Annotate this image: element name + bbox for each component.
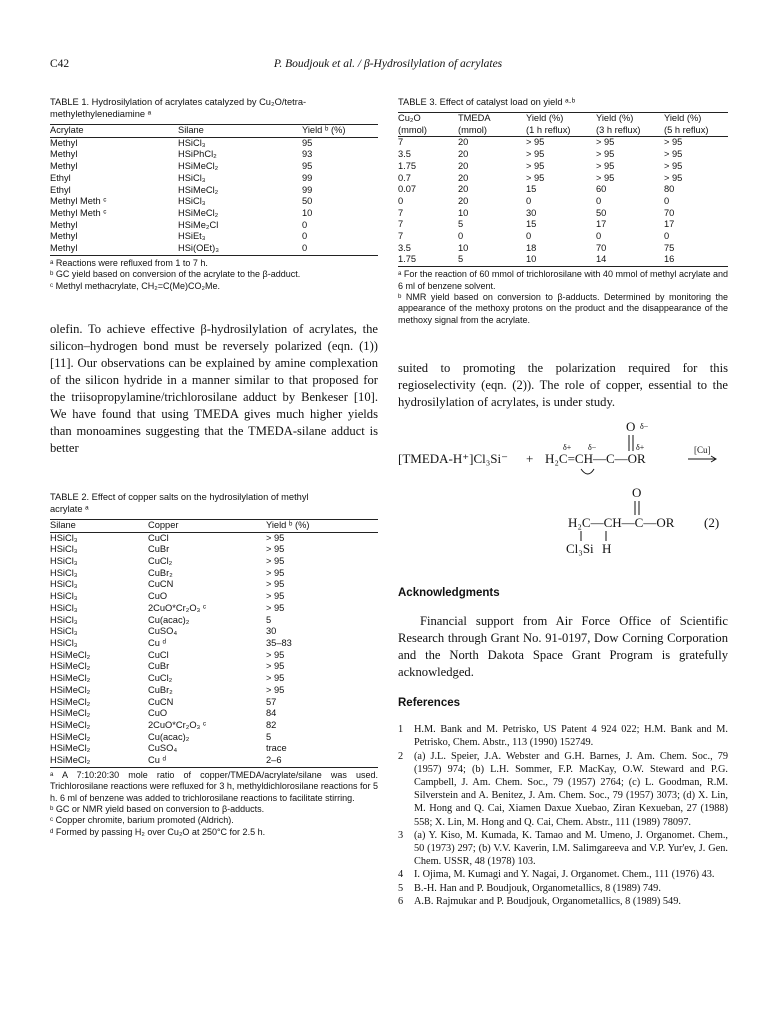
table2-cell: 82	[266, 719, 277, 730]
table3-cell: 15	[526, 184, 537, 195]
table3-cell: 75	[664, 242, 675, 253]
table3-cell: 20	[458, 160, 469, 171]
table1-row	[50, 220, 378, 232]
table2-cell: HSiCl₃	[50, 579, 78, 590]
table2-cell: HSiCl₃	[50, 614, 78, 625]
reference-text: (a) Y. Kiso, M. Kumada, K. Tamao and M. Umeno, J. Organomet. Chem., 50 (1973) 297; (b) V.V. Kaverin, I.M. Salimgareeva and V.P. Yur'ev, J. Gen. Chem. USSR, 48 (1978) 103.	[414, 829, 728, 868]
table2-cell: > 95	[266, 556, 285, 567]
table3-header-line: Cu₂O	[398, 113, 421, 123]
table3-row	[398, 137, 728, 149]
table3-cell: > 95	[526, 149, 545, 160]
table1-cell: HSiEt₃	[178, 231, 206, 242]
table2-row	[50, 603, 378, 615]
table3-cell: 17	[664, 219, 675, 230]
reference-item	[398, 829, 728, 869]
table2-cell: CuO	[148, 708, 168, 719]
table3-row	[398, 208, 728, 220]
table3-cell: 50	[596, 207, 607, 218]
reference-item	[398, 868, 728, 881]
table2-cell: HSiCl₃	[50, 532, 78, 543]
table2-header-cell: Copper	[148, 519, 266, 532]
acknowledgments-heading: Acknowledgments	[398, 587, 500, 600]
table1-cell: 0	[302, 231, 308, 242]
reference-item	[398, 750, 728, 829]
eq-acrylate: H₂C=CH—C—OR	[545, 451, 646, 467]
table1-cell: 99	[302, 172, 313, 183]
table3-cell: > 95	[526, 172, 545, 183]
reference-item	[398, 882, 728, 895]
table2-row	[50, 743, 378, 755]
table3-cell: > 95	[596, 137, 615, 148]
eq-o-top: O	[626, 419, 636, 435]
right-column	[398, 96, 728, 908]
eq-product-si: Cl₃Si	[566, 541, 594, 557]
table2-cell: HSiCl₃	[50, 556, 78, 567]
table3-cell: 10	[458, 242, 469, 253]
table1-cell: 93	[302, 149, 313, 160]
table3-cell: 5	[458, 254, 464, 265]
table3-cell: > 95	[664, 172, 683, 183]
table1-footnote: ᶜ Methyl methacrylate, CH₂=C(Me)CO₂Me.	[50, 280, 220, 291]
table3-row	[398, 173, 728, 185]
table3-cell: 0	[596, 231, 602, 242]
table2-cell: 2–6	[266, 755, 282, 766]
reference-number: 5	[398, 882, 404, 894]
table3-footnotes	[398, 269, 728, 326]
table2-cell: 30	[266, 626, 277, 637]
table1-row	[50, 243, 378, 255]
table1-cell: Methyl Meth ᶜ	[50, 207, 107, 218]
table3-cell: > 95	[526, 160, 545, 171]
table3-cell: > 95	[596, 149, 615, 160]
table3-row	[398, 231, 728, 243]
table1-cell: Methyl	[50, 149, 78, 160]
table3-cell: 30	[526, 207, 537, 218]
table3-row	[398, 219, 728, 231]
table1-cell: 50	[302, 196, 313, 207]
table1-cell: HSiMeCl₂	[178, 207, 219, 218]
table3-header-cell	[398, 113, 458, 137]
table3-footnote: ᵇ NMR yield based on conversion to β-adducts. Determined by monitoring the appearance of the methoxy protons on the product and the disappearance of the methoxy signal from the acrylate.	[398, 291, 728, 325]
reference-number: 1	[398, 724, 404, 736]
table3-cell: 20	[458, 149, 469, 160]
reference-number: 2	[398, 750, 404, 762]
table3-cell: 10	[526, 254, 537, 265]
page-number: C42	[50, 58, 70, 70]
table1-cell: Methyl	[50, 219, 78, 230]
table3-cell: 0.7	[398, 172, 411, 183]
table3-row	[398, 161, 728, 173]
table1-caption	[50, 96, 378, 120]
table2-cell: Cu(acac)₂	[148, 614, 190, 625]
eq-curved-arrow	[581, 469, 594, 474]
eq-delta-minus-top: δ−	[640, 422, 649, 432]
table2-cell: CuBr₂	[148, 684, 173, 695]
table2-cell: HSiMeCl₂	[50, 743, 91, 754]
table3-cell: 0	[596, 195, 602, 206]
table2-row	[50, 697, 378, 709]
table1-cell: HSiCl₃	[178, 196, 206, 207]
table3-cell: > 95	[664, 137, 683, 148]
table1-header-cell: Acrylate	[50, 125, 178, 138]
table3-cell: 0	[664, 195, 670, 206]
table3-cell: 20	[458, 195, 469, 206]
table2-cell: CuBr	[148, 544, 170, 555]
table1-cell: 95	[302, 161, 313, 172]
table2-cell: CuBr₂	[148, 567, 173, 578]
table2-footnote: ᵃ A 7:10:20:30 mole ratio of copper/TMEDA/acrylate/silane was used. Trichlorosilane reactions were refluxed for 3 h, methyldichlorosilane reactions for 5 h. 6 ml of benzene was added to trichlorosilane reactions to facilitate stirring.	[50, 769, 378, 803]
table3-cell: 16	[664, 254, 675, 265]
table2-cell: HSiCl₃	[50, 567, 78, 578]
table1-cell: 0	[302, 243, 308, 254]
table1-cell: 10	[302, 207, 313, 218]
table2-row	[50, 626, 378, 638]
table2-row	[50, 708, 378, 720]
table2-caption	[50, 491, 378, 515]
table3-cell: 20	[458, 172, 469, 183]
table2-row	[50, 615, 378, 627]
table2-row	[50, 755, 378, 767]
table3-cell: 60	[596, 184, 607, 195]
table3-header-cell	[526, 113, 596, 137]
table2-cell: CuO	[148, 591, 168, 602]
table1-row	[50, 231, 378, 243]
table3-cell: 70	[664, 207, 675, 218]
eq-delta-plus-2: δ+	[636, 443, 645, 453]
table2-row	[50, 720, 378, 732]
reference-item	[398, 723, 728, 749]
table1-row	[50, 196, 378, 208]
table1-cell: 0	[302, 219, 308, 230]
table2-caption-line2: acrylate ᵃ	[50, 503, 89, 514]
table2-cell: HSiMeCl₂	[50, 673, 91, 684]
table2-cell: HSiCl₃	[50, 626, 78, 637]
table2-row	[50, 556, 378, 568]
table3-header-line: Yield (%)	[596, 113, 634, 123]
table2-cell: Cu ᵈ	[148, 637, 166, 648]
reference-text: (a) J.L. Speier, J.A. Webster and G.H. Barnes, J. Am. Chem. Soc., 79 (1957) 974; (b) L.H. Sommer, F.P. MacKay, O.W. Steward and P.G. Campbell, J. Am. Chem. Soc., 79 (1957) 2764; (c) L. Goodman, R.M. Silverstein and A. Benitez, J. Am. Chem. Soc., 79 (1957) 3073; (d) X. Lin, M. Hong and Q. Cai, Xiamen Daxue Xuebao, Ziran Kexueban, 27 (1988) 558; X. Lin, M. Hong and Q. Cai, Chem. Abstr., 111 (1989) 78097.	[414, 750, 728, 828]
table3-header-line: Yield (%)	[526, 113, 564, 123]
table3-cell: 0	[526, 195, 532, 206]
table3-footnote: ᵃ For the reaction of 60 mmol of trichlorosilane with 40 mmol of methyl acrylate and 6 ml of benzene solvent.	[398, 269, 728, 291]
table2	[50, 491, 378, 838]
table2-cell: > 95	[266, 684, 285, 695]
table2-row	[50, 568, 378, 580]
table2-cell: > 95	[266, 649, 285, 660]
table3-cell: 18	[526, 242, 537, 253]
table3-cell: > 95	[664, 149, 683, 160]
table3-cell: 0	[526, 231, 532, 242]
table3-row	[398, 243, 728, 255]
table3-cell: 10	[458, 207, 469, 218]
table1-row	[50, 208, 378, 220]
table3-header-line: Yield (%)	[664, 113, 702, 123]
table3-cell: 0	[398, 195, 404, 206]
table1-cell: HSi(OEt)₃	[178, 243, 219, 254]
table2-cell: trace	[266, 743, 287, 754]
table2-row	[50, 685, 378, 697]
table3-cell: 1.75	[398, 254, 417, 265]
table1-row	[50, 149, 378, 161]
table2-row	[50, 673, 378, 685]
equation-svg	[398, 419, 728, 557]
table1-cell: Methyl	[50, 243, 78, 254]
table2-cell: 5	[266, 731, 272, 742]
table2-row	[50, 579, 378, 591]
table2-cell: > 95	[266, 661, 285, 672]
body-text-right: suited to promoting the polarization required for this regioselectivity (eqn. (2)). The role of copper, essential to the hydrosilylation of acrylates, is under study.	[398, 361, 728, 410]
table2-cell: 5	[266, 614, 272, 625]
eq-catalyst: [Cu]	[694, 445, 711, 456]
table1-caption-line1: TABLE 1. Hydrosilylation of acrylates catalyzed by Cu₂O/tetra-	[50, 97, 307, 107]
eq-product: H₂C—CH—C—OR	[568, 515, 675, 531]
table1-cell: HSiCl₃	[178, 172, 206, 183]
references-heading: References	[398, 697, 461, 710]
table3-row	[398, 149, 728, 161]
reference-text: A.B. Rajmukar and P. Boudjouk, Organometallics, 8 (1989) 549.	[414, 895, 681, 907]
table2-cell: HSiMeCl₂	[50, 755, 91, 766]
table2-header-cell: Silane	[50, 519, 148, 532]
table1-cell: HSiPhCl₂	[178, 149, 217, 160]
table3-cell: > 95	[526, 137, 545, 148]
table2-cell: 57	[266, 696, 277, 707]
table3-cell: 15	[526, 219, 537, 230]
table2-footnote: ᵇ GC or NMR yield based on conversion to β-adducts.	[50, 803, 265, 814]
table1-cell: HSiMeCl₂	[178, 161, 219, 172]
table3-cell: 0	[664, 231, 670, 242]
table2-cell: > 95	[266, 544, 285, 555]
table3-grid	[398, 112, 728, 267]
table2-cell: HSiCl₃	[50, 591, 78, 602]
table3-cell: 80	[664, 184, 675, 195]
table2-cell: HSiMeCl₂	[50, 731, 91, 742]
table3-cell: 7	[398, 219, 404, 230]
table2-cell: CuCN	[148, 579, 174, 590]
reference-item	[398, 895, 728, 908]
table2-caption-line1: TABLE 2. Effect of copper salts on the hydrosilylation of methyl	[50, 491, 309, 502]
table2-cell: > 95	[266, 579, 285, 590]
table3-cell: 70	[596, 242, 607, 253]
running-title: P. Boudjouk et al. / β-Hydrosilylation of acrylates	[273, 58, 503, 70]
table2-cell: > 95	[266, 567, 285, 578]
table2-footnotes	[50, 770, 378, 838]
table1-cell: Methyl	[50, 137, 78, 148]
table1-cell: Methyl Meth ᶜ	[50, 196, 107, 207]
table2-footnote: ᵈ Formed by passing H₂ over Cu₂O at 250°C for 2.5 h.	[50, 826, 266, 837]
table1-cell: HSiMe₂Cl	[178, 219, 219, 230]
table1-caption-line2: methylethylenediamine ᵃ	[50, 109, 152, 119]
table3-header-line: (mmol)	[458, 124, 487, 135]
table2-cell: HSiCl₃	[50, 637, 78, 648]
table1-cell: Methyl	[50, 231, 78, 242]
table2-cell: HSiMeCl₂	[50, 696, 91, 707]
table1-cell: HSiMeCl₂	[178, 184, 219, 195]
table2-cell: CuCl₂	[148, 673, 173, 684]
table3-header-line: (1 h reflux)	[526, 124, 571, 135]
table1-row	[50, 185, 378, 197]
table2-row	[50, 661, 378, 673]
table1-header-cell: Yield ᵇ (%)	[302, 125, 378, 138]
table3-cell: > 95	[596, 160, 615, 171]
table3-cell: 5	[458, 219, 464, 230]
table2-cell: Cu ᵈ	[148, 755, 166, 766]
table3-cell: 20	[458, 137, 469, 148]
table2-cell: CuCl	[148, 532, 169, 543]
table1-header-cell: Silane	[178, 125, 302, 138]
table1	[50, 96, 378, 292]
table3-row	[398, 184, 728, 196]
table3-cell: 20	[458, 184, 469, 195]
table2-cell: 35–83	[266, 637, 292, 648]
table2-cell: CuCl	[148, 649, 169, 660]
eq-delta-minus-1: δ−	[588, 443, 597, 453]
reference-text: H.M. Bank and M. Petrisko, US Patent 4 924 022; H.M. Bank and M. Petrisko, Chem. Abstr., 113 (1990) 152749.	[414, 724, 728, 749]
eq-product-h: H	[602, 541, 612, 557]
table2-cell: HSiCl₃	[50, 602, 78, 613]
table2-cell: HSiCl₃	[50, 544, 78, 555]
table1-footnote: ᵇ GC yield based on conversion of the acrylate to the β-adduct.	[50, 269, 301, 280]
table3-header-line: (3 h reflux)	[596, 124, 641, 135]
table3-header-line: TMEDA	[458, 113, 491, 123]
table3-header-cell	[458, 113, 526, 137]
table2-cell: Cu(acac)₂	[148, 731, 190, 742]
table2-row	[50, 732, 378, 744]
table2-cell: 2CuO*Cr₂O₃ ᶜ	[148, 719, 207, 730]
table1-cell: Methyl	[50, 161, 78, 172]
acknowledgments-text: Financial support from Air Force Office of Scientific Research through Grant No. 91-0197, Dow Corning Corporation and the North Dakota Space Grant Program is gratefully acknowledged.	[398, 614, 728, 680]
table1-cell: 99	[302, 184, 313, 195]
table3-cell: 3.5	[398, 149, 411, 160]
table3-cell: 0	[458, 231, 464, 242]
table2-cell: CuCl₂	[148, 556, 173, 567]
table2-cell: CuCN	[148, 696, 174, 707]
table2-cell: CuSO₄	[148, 626, 178, 637]
eq-plus: +	[526, 451, 534, 467]
table3-cell: > 95	[596, 172, 615, 183]
table3-caption: TABLE 3. Effect of catalyst load on yield ᵃ·ᵇ	[398, 97, 576, 107]
table1-cell: Ethyl	[50, 172, 71, 183]
table1-cell: HSiCl₃	[178, 137, 206, 148]
reference-number: 3	[398, 829, 404, 841]
table3-cell: 1.75	[398, 160, 417, 171]
table3-row	[398, 196, 728, 208]
table3-cell: 17	[596, 219, 607, 230]
table2-cell: > 95	[266, 532, 285, 543]
eq-number: (2)	[704, 515, 720, 531]
table3-cell: 0.07	[398, 184, 417, 195]
table3-cell: > 95	[664, 160, 683, 171]
reference-text: B.-H. Han and P. Boudjouk, Organometallics, 8 (1989) 749.	[414, 882, 661, 894]
table2-cell: HSiMeCl₂	[50, 719, 91, 730]
references-list	[398, 723, 728, 908]
table2-cell: HSiMeCl₂	[50, 708, 91, 719]
table2-footnote: ᶜ Copper chromite, barium promoted (Aldrich).	[50, 815, 234, 826]
table3-header-line: (mmol)	[398, 124, 427, 135]
table2-grid	[50, 519, 378, 768]
table2-cell: > 95	[266, 673, 285, 684]
table2-cell: HSiMeCl₂	[50, 649, 91, 660]
table2-cell: > 95	[266, 591, 285, 602]
table2-row	[50, 532, 378, 544]
body-text-left: olefin. To achieve effective β-hydrosilylation of acrylates, the silicon–hydrogen bond must be reversely polarized (eqn. (1)) [11]. Our observations can be explained by amine complexation of the silicon hydride in a manner similar to that proposed for the triisopropylamine/trichlorosilane adduct by Benkeser [10]. We have found that using TMEDA gives much higher yields than monoamines suggesting that the TMEDA-silane adduct is better	[50, 321, 378, 455]
table1-row	[50, 161, 378, 173]
table3-cell: 14	[596, 254, 607, 265]
table1-footnote: ᵃ Reactions were refluxed from 1 to 7 h.	[50, 257, 208, 268]
table3-cell: 7	[398, 137, 404, 148]
table2-row	[50, 638, 378, 650]
reference-number: 4	[398, 869, 404, 881]
table2-header-cell: Yield ᵇ (%)	[266, 519, 378, 532]
reference-number: 6	[398, 895, 404, 907]
table1-row	[50, 137, 378, 149]
reference-text: I. Ojima, M. Kumagi and Y. Nagai, J. Organomet. Chem., 111 (1976) 43.	[414, 869, 715, 881]
table3-header-line: (5 h reflux)	[664, 124, 709, 135]
table1-footnotes	[50, 258, 378, 292]
table2-row	[50, 591, 378, 603]
table2-cell: 84	[266, 708, 277, 719]
eq-reactant: [TMEDA-H⁺]Cl₃Si⁻	[398, 451, 508, 467]
table3-cell: 3.5	[398, 242, 411, 253]
table3-row	[398, 254, 728, 266]
table3-header-cell	[596, 113, 664, 137]
table2-cell: HSiMeCl₂	[50, 684, 91, 695]
eq-delta-plus-1: δ+	[563, 443, 572, 453]
table1-row	[50, 173, 378, 185]
table2-cell: CuSO₄	[148, 743, 178, 754]
table2-row	[50, 544, 378, 556]
table1-cell: 95	[302, 137, 313, 148]
table2-cell: HSiMeCl₂	[50, 661, 91, 672]
left-column	[50, 96, 378, 838]
table2-cell: 2CuO*Cr₂O₃ ᶜ	[148, 602, 207, 613]
table1-grid	[50, 124, 378, 256]
table2-cell: CuBr	[148, 661, 170, 672]
table3-cell: 7	[398, 207, 404, 218]
equation-2	[398, 419, 728, 557]
table3-header-cell	[664, 113, 728, 137]
table2-row	[50, 650, 378, 662]
table3-cell: 7	[398, 231, 404, 242]
eq-o-product: O	[632, 485, 642, 501]
table1-cell: Ethyl	[50, 184, 71, 195]
table3	[398, 96, 728, 326]
table2-cell: > 95	[266, 602, 285, 613]
